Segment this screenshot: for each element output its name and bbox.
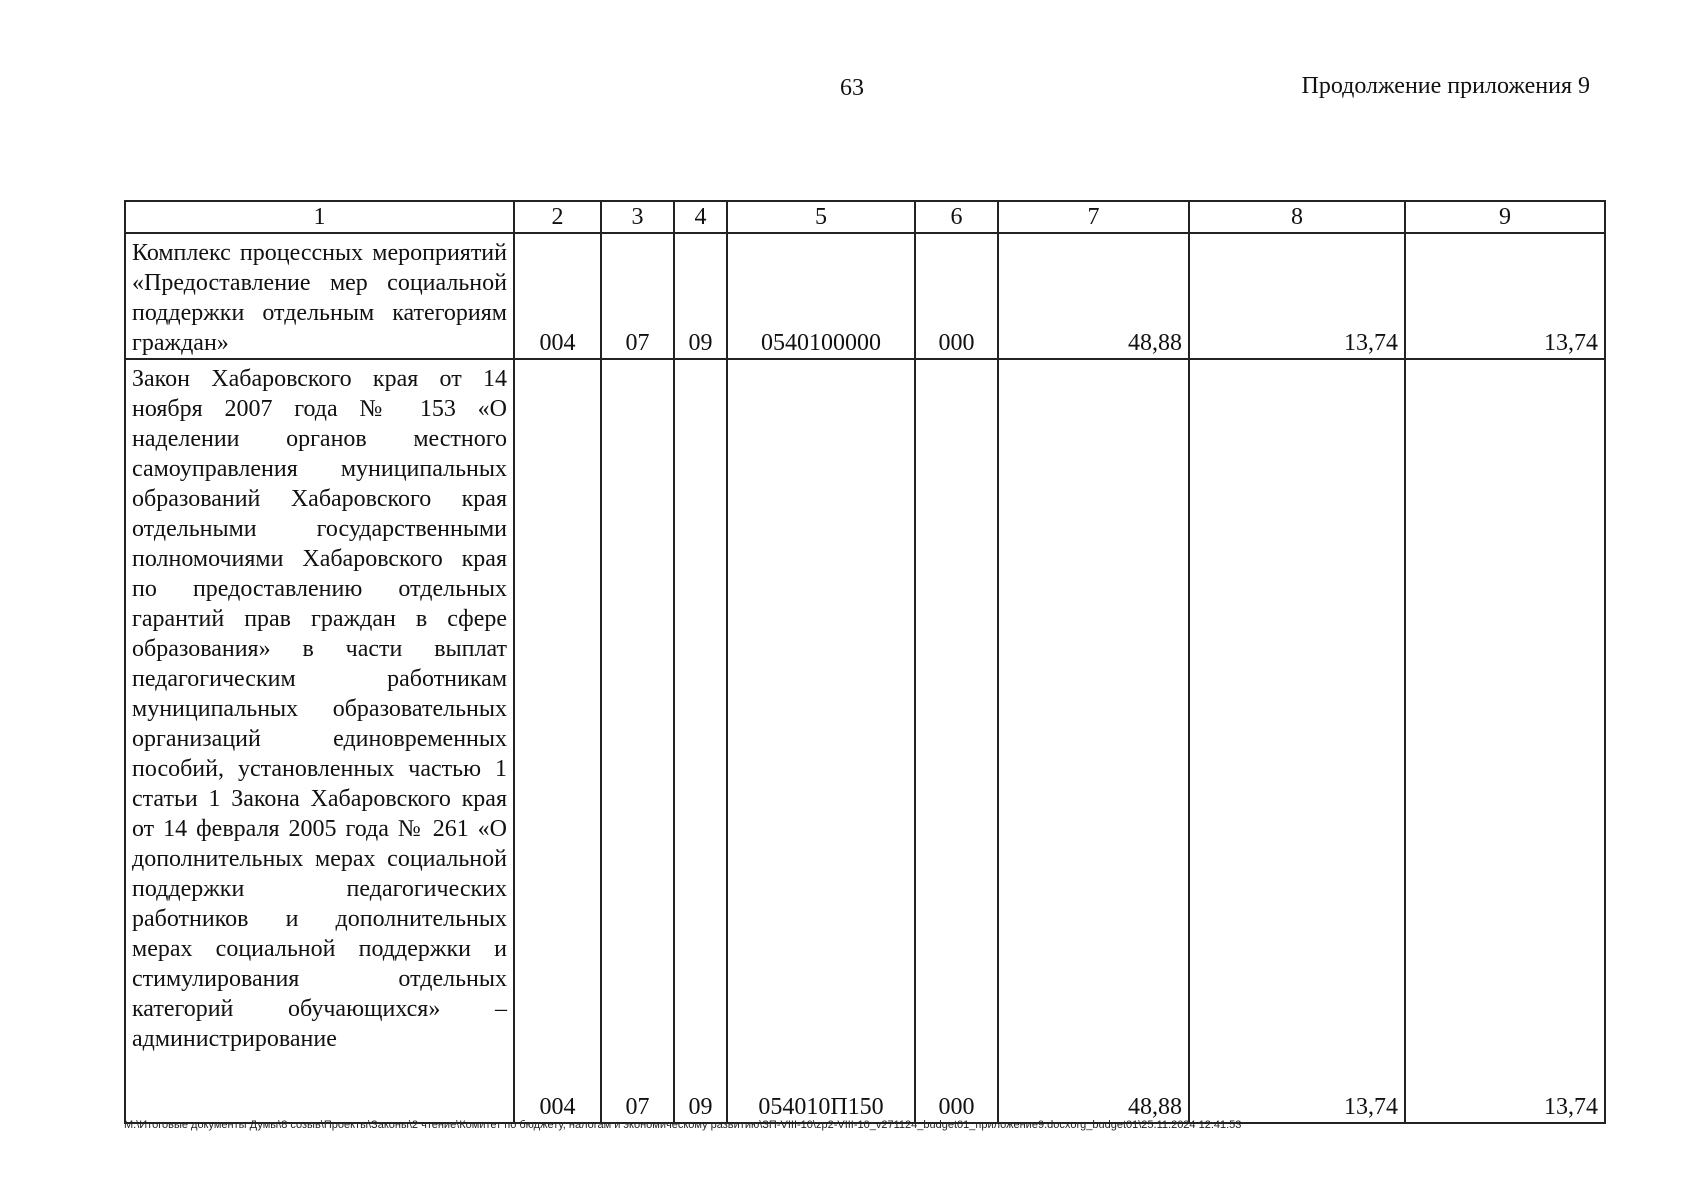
column-number: 5 bbox=[727, 201, 915, 233]
column-number: 8 bbox=[1189, 201, 1405, 233]
page-number: 63 bbox=[840, 75, 864, 101]
cell-col6: 000 bbox=[915, 233, 998, 359]
budget-table bbox=[124, 200, 1606, 1124]
column-number: 4 bbox=[674, 201, 727, 233]
table-row bbox=[125, 359, 1605, 1123]
cell-col5: 054010П150 bbox=[727, 359, 915, 1123]
column-number: 3 bbox=[601, 201, 674, 233]
column-number: 7 bbox=[998, 201, 1189, 233]
cell-col9: 13,74 bbox=[1405, 359, 1605, 1123]
cell-col4: 09 bbox=[674, 233, 727, 359]
appendix-continuation-title: Продолжение приложения 9 bbox=[1301, 73, 1590, 99]
cell-col4: 09 bbox=[674, 359, 727, 1123]
cell-col6: 000 bbox=[915, 359, 998, 1123]
cell-col9: 13,74 bbox=[1405, 233, 1605, 359]
row-description: Закон Хабаровского края от 14 ноября 2007 года № 153 «О наделении органов местного самоуправления муниципальных образований Хабаровского края отдельными государственными полномочиями Хабаровского края по предоставлению отдельных гарантий прав граждан в сфере образования» в части выплат педагогическим работникам муниципальных образовательных организаций единовременных пособий, установленных частью 1 статьи 1 Закона Хабаровского края от 14 февраля 2005 года № 261 «О дополнительных мерах социальной поддержки педагогических работников и дополнительных мерах социальной поддержки и стимулирования отдельных категорий обучающихся» – администрирование bbox=[125, 359, 514, 1123]
cell-col5: 0540100000 bbox=[727, 233, 915, 359]
cell-col8: 13,74 bbox=[1189, 359, 1405, 1123]
file-path-footer: M:\Итоговые документы Думы\8 созыв\Проекты\Законы\2 чтение\Комитет по бюджету, налогам и экономическому развитию\ЗП-VIII-10\zp2-VIII-10_v271124_budget01_приложение9.docxorg_budget01\25.11.2024 12:41:53 bbox=[124, 1119, 1242, 1131]
column-number-row bbox=[125, 201, 1605, 233]
cell-col8: 13,74 bbox=[1189, 233, 1405, 359]
cell-col7: 48,88 bbox=[998, 233, 1189, 359]
cell-col2: 004 bbox=[514, 359, 601, 1123]
column-number: 9 bbox=[1405, 201, 1605, 233]
row-description: Комплекс процессных мероприятий «Предоставление мер социальной поддержки отдельным категориям граждан» bbox=[125, 233, 514, 359]
column-number: 2 bbox=[514, 201, 601, 233]
cell-col7: 48,88 bbox=[998, 359, 1189, 1123]
column-number: 1 bbox=[125, 201, 514, 233]
cell-col3: 07 bbox=[601, 359, 674, 1123]
table-row bbox=[125, 233, 1605, 359]
cell-col3: 07 bbox=[601, 233, 674, 359]
column-number: 6 bbox=[915, 201, 998, 233]
cell-col2: 004 bbox=[514, 233, 601, 359]
